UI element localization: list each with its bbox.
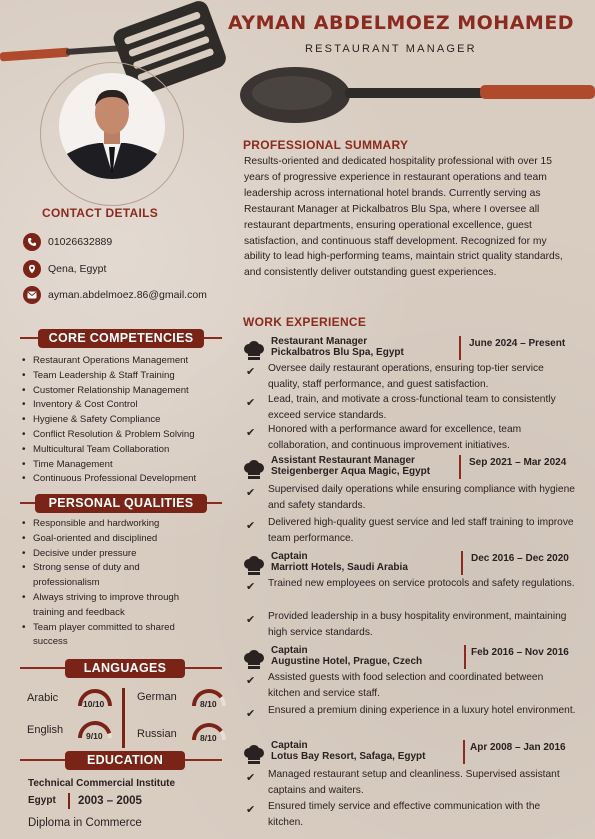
job-task <box>246 361 586 394</box>
language-score: 8/10 <box>200 699 217 709</box>
qualities-title: PERSONAL QUALITIES <box>35 494 207 513</box>
check-icon: ✔ <box>246 366 256 378</box>
check-icon: ✔ <box>246 804 256 816</box>
language-name: German <box>137 691 177 703</box>
experience-title: WORK EXPERIENCE <box>243 315 367 329</box>
job-title: Captain <box>271 740 308 751</box>
task-text: Provided leadership in a busy hospitality environment, maintaining high service standards. <box>268 611 567 639</box>
languages-heading <box>20 659 222 677</box>
job-dates: Apr 2008 – Jan 2016 <box>470 742 566 753</box>
list-item: • Time Management <box>22 458 196 473</box>
candidate-name: AYMAN ABDELMOEZ MOHAMED <box>228 12 575 34</box>
task-text: Ensured timely service and effective communication with the kitchen. <box>268 801 541 829</box>
list-item: professionalism <box>33 577 100 589</box>
qualities-heading <box>20 494 222 512</box>
check-icon: ✔ <box>246 520 256 532</box>
job-company: Lotus Bay Resort, Safaga, Egypt <box>271 751 426 762</box>
list-item: • Strong sense of duty and <box>22 561 179 576</box>
task-text: Lead, train, and motivate a cross-functional team to consistently exceed service standards. <box>268 394 556 422</box>
qualities-list <box>22 517 179 650</box>
contact-email <box>23 286 207 304</box>
education-institute: Technical Commercial Institute <box>28 778 176 789</box>
job-task <box>246 703 586 722</box>
job-title: Captain <box>271 645 308 656</box>
job-dates: Dec 2016 – Dec 2020 <box>471 553 569 564</box>
job-title: Captain <box>271 551 308 562</box>
competencies-list <box>22 354 196 487</box>
task-text: Delivered high-quality guest service and led staff training to improve team performance. <box>268 517 574 545</box>
job-date-divider <box>461 551 463 575</box>
job-task <box>246 422 586 455</box>
check-icon: ✔ <box>246 614 256 626</box>
list-item: • Restaurant Operations Management <box>22 354 196 369</box>
list-item: • Continuous Professional Development <box>22 472 196 487</box>
job-company: Augustine Hotel, Prague, Czech <box>271 656 423 667</box>
email-icon <box>23 286 41 304</box>
job-dates: Sep 2021 – Mar 2024 <box>469 457 567 468</box>
language-name: Arabic <box>27 692 59 704</box>
chef-hat-icon <box>243 460 265 480</box>
languages-title: LANGUAGES <box>65 659 185 678</box>
education-degree: Diploma in Commerce <box>28 817 142 829</box>
list-item: • Conflict Resolution & Problem Solving <box>22 428 196 443</box>
language-score: 8/10 <box>200 733 217 743</box>
list-item: • Hygiene & Safety Compliance <box>22 413 196 428</box>
education-years: 2003 – 2005 <box>78 795 142 807</box>
job-title: Assistant Restaurant Manager <box>271 455 415 466</box>
job-date-divider <box>463 740 465 764</box>
list-item: • Team Leadership & Staff Training <box>22 369 196 384</box>
education-country: Egypt <box>28 795 56 806</box>
email-address[interactable]: ayman.abdelmoez.86@gmail.com <box>48 289 207 301</box>
task-text: Managed restaurant setup and cleanliness. Supervised assistant captains and waiters. <box>268 769 560 797</box>
contact-location <box>23 260 106 278</box>
task-text: Oversee daily restaurant operations, ensuring top-tier service quality, staff performance, and guest satisfaction. <box>268 363 544 391</box>
location-text: Qena, Egypt <box>48 263 107 275</box>
contact-phone <box>23 233 112 251</box>
competencies-heading <box>20 329 222 347</box>
job-task <box>246 799 586 832</box>
job-task <box>246 515 586 548</box>
language-name: English <box>27 724 64 736</box>
summary-text: Results-oriented and dedicated hospitality professional with over 15 years of progressive experience in restaurant operations and team leadership across international hotel brands. Currently serving as Restaurant Manager at Pickalbatros Blu Spa, where I oversee all restaurant departments, ensuring operational excellence, guest satisfaction, and continuous staff development. Recognized for my ability to lead high-performing teams, maintain strict quality standards, and consistently deliver outstanding guest experiences. <box>244 156 563 279</box>
job-task <box>246 482 586 515</box>
check-icon: ✔ <box>246 708 256 720</box>
job-dates: Feb 2016 – Nov 2016 <box>471 647 569 658</box>
task-text: Assisted guests with food selection and coordinated between kitchen and service staff. <box>268 672 544 700</box>
chef-hat-icon <box>243 341 265 361</box>
list-item: success <box>33 636 68 648</box>
job-task <box>246 609 586 642</box>
check-icon: ✔ <box>246 427 256 439</box>
check-icon: ✔ <box>246 487 256 499</box>
list-item: • Inventory & Cost Control <box>22 398 196 413</box>
list-item: • Responsible and hardworking <box>22 517 179 532</box>
profile-photo <box>59 73 165 179</box>
job-task <box>246 392 586 425</box>
job-title: Restaurant Manager <box>271 336 368 347</box>
task-text: Trained new employees on service protocols and safety regulations. <box>268 578 575 589</box>
phone-icon <box>23 233 41 251</box>
job-task <box>246 670 586 703</box>
languages-divider <box>122 688 125 748</box>
phone-number[interactable]: 01026632889 <box>48 236 113 248</box>
language-name: Russian <box>137 728 177 740</box>
chef-hat-icon <box>243 650 265 670</box>
job-role: RESTAURANT MANAGER <box>305 43 477 55</box>
education-heading <box>20 751 222 769</box>
job-task <box>246 767 586 800</box>
list-item: • Always striving to improve through <box>22 591 179 606</box>
job-company: Pickalbatros Blu Spa, Egypt <box>271 347 404 358</box>
task-text: Ensured a premium dining experience in a luxury hotel environment. <box>268 705 576 716</box>
list-item: • Goal-oriented and disciplined <box>22 532 179 547</box>
task-text: Supervised daily operations while ensuring compliance with hygiene and safety standards. <box>268 484 575 512</box>
check-icon: ✔ <box>246 397 256 409</box>
job-task <box>246 576 586 595</box>
education-divider <box>68 793 70 809</box>
contact-title: CONTACT DETAILS <box>42 206 159 220</box>
check-icon: ✔ <box>246 581 256 593</box>
competencies-title: CORE COMPETENCIES <box>38 329 204 348</box>
job-date-divider <box>464 645 466 669</box>
list-item: • Customer Relationship Management <box>22 384 196 399</box>
location-pin-icon <box>23 260 41 278</box>
job-date-divider <box>459 455 461 479</box>
language-score: 9/10 <box>86 731 103 741</box>
list-item: • Team player committed to shared <box>22 621 179 636</box>
job-company: Marriott Hotels, Saudi Arabia <box>271 562 408 573</box>
job-dates: June 2024 – Present <box>469 338 566 349</box>
list-item: • Decisive under pressure <box>22 547 179 562</box>
education-title: EDUCATION <box>65 751 185 770</box>
chef-hat-icon <box>243 745 265 765</box>
job-company: Steigenberger Aqua Magic, Egypt <box>271 466 431 477</box>
summary-title: PROFESSIONAL SUMMARY <box>243 138 409 152</box>
task-text: Honored with a performance award for excellence, team collaboration, and continuous improvement initiatives. <box>268 424 522 452</box>
language-score: 10/10 <box>83 699 105 709</box>
check-icon: ✔ <box>246 772 256 784</box>
spoon-illustration <box>240 60 595 130</box>
chef-hat-icon <box>243 556 265 576</box>
check-icon: ✔ <box>246 675 256 687</box>
list-item: • Multicultural Team Collaboration <box>22 443 196 458</box>
list-item: training and feedback <box>33 606 125 618</box>
job-date-divider <box>459 336 461 360</box>
